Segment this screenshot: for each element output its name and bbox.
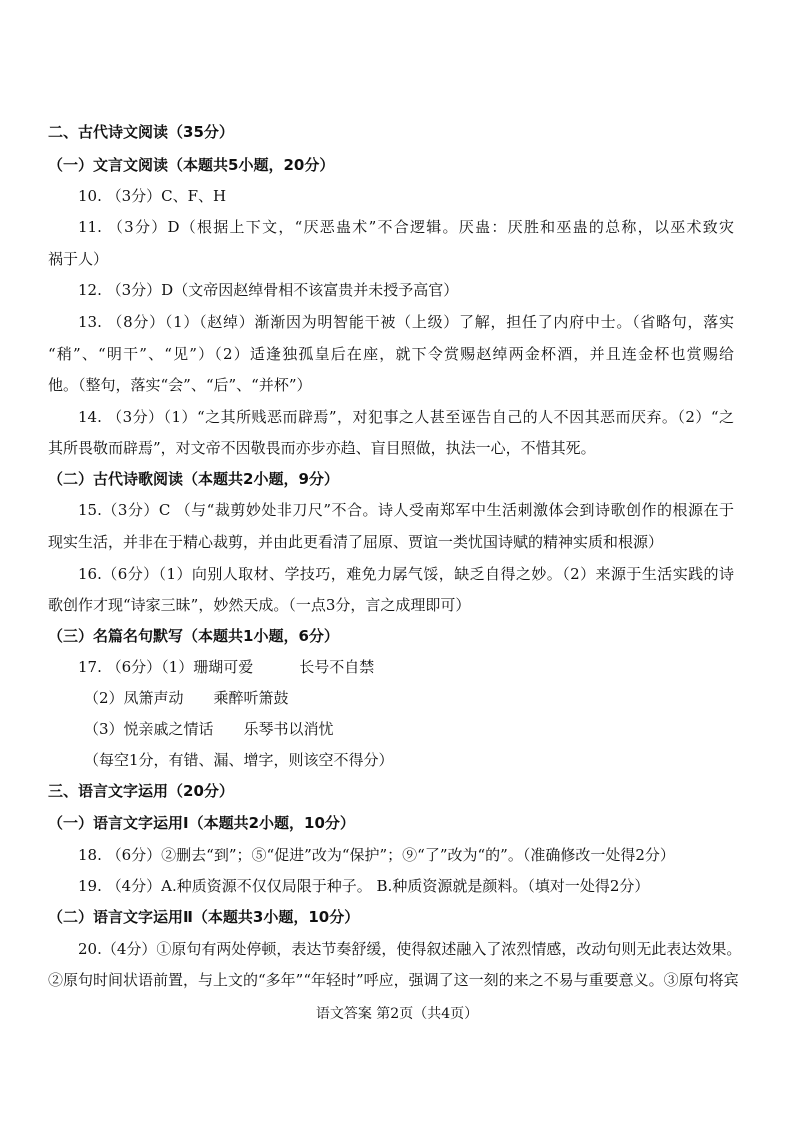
answer-q10: 10. （3分）C、F、H [78, 187, 227, 205]
answer-q16-line2: 歌创作才现“诗家三昧”，妙然天成。（一点3分，言之成理即可） [48, 596, 471, 614]
answer-q17-blank5: （3）悦亲戚之情话 [84, 720, 214, 738]
subsection-heading-classical-prose: （一）文言文阅读（本题共5小题，20分） [48, 156, 335, 174]
subsection-heading-language-use-1: （一）语言文字运用Ⅰ（本题共2小题，10分） [48, 814, 355, 832]
section-heading-language-use: 三、语言文字运用（20分） [48, 782, 234, 800]
answer-q15-line1: 15.（3分）C （与“裁剪妙处非刀尺”不合。诗人受南郑军中生活刺激体会到诗歌创作的根源在于 [78, 501, 734, 519]
answer-q17-blank6: 乐琴书以消忧 [243, 720, 334, 738]
answer-q13-line1: 13. （8分）（1）（赵绰）渐渐因为明智能干被（上级）了解，担任了内府中士。（省略句，落实 [78, 313, 734, 331]
answer-q12: 12. （3分）D（文帝因赵绰骨相不该富贵并未授予高官） [78, 281, 459, 299]
answer-q17-blank2: 长号不自禁 [299, 658, 375, 676]
subsection-heading-language-use-2: （二）语言文字运用Ⅱ（本题共3小题，10分） [48, 908, 360, 926]
answer-q17-blank4: 乘醉听箫鼓 [213, 689, 289, 707]
answer-q17-blank3: （2）凤箫声动 [84, 689, 184, 707]
section-heading-ancient-poetry: 二、古代诗文阅读（35分） [48, 123, 234, 141]
answer-q16-line1: 16.（6分）（1）向别人取材、学技巧，难免力孱气馁，缺乏自得之妙。（2）来源于生活实践的诗 [78, 565, 734, 583]
answer-q14-line2: 其所畏敬而辟焉”，对文帝不因敬畏而亦步亦趋、盲目照做，执法一心，不惜其死。 [48, 439, 596, 457]
answer-q13-line2: “稍”、“明干”、“见”）（2）适逢独孤皇后在座，就下令赏赐赵绰两金杯酒，并且连金杯也赏赐给 [48, 345, 734, 363]
page-footer: 语文答案 第2页（共4页） [315, 1006, 479, 1022]
answer-q17-blank1: 17. （6分）（1）珊瑚可爱 [78, 658, 254, 676]
answer-q20-line2: ②原句时间状语前置，与上文的“多年”“年轻时”呼应，强调了这一刻的来之不易与重要意义。③原句将宾 [48, 971, 739, 989]
answer-q19: 19. （4分）A.种质资源不仅仅局限于种子。 B.种质资源就是颜料。（填对一处得2分） [78, 877, 650, 895]
answer-q11-line1: 11. （3分）D（根据上下文，“厌恶蛊术”不合逻辑。厌蛊：厌胜和巫蛊的总称，以巫术致灾 [78, 218, 734, 236]
answer-q20-line1: 20.（4分）①原句有两处停顿，表达节奏舒缓，使得叙述融入了浓烈情感，改动句则无此表达效果。 [78, 940, 742, 958]
answer-q14-line1: 14. （3分）（1）“之其所贱恶而辟焉”，对犯事之人甚至诬告自己的人不因其恶而厌弃。（2）“之 [78, 408, 734, 426]
answer-q15-line2: 现实生活，并非在于精心裁剪，并由此更看清了屈原、贾谊一类忧国诗赋的精神实质和根源） [48, 533, 664, 551]
answer-q17-line3 [84, 719, 784, 739]
answer-q11-line2: 祸于人） [48, 250, 109, 268]
answer-q17-line2 [84, 688, 784, 708]
answer-q17-line1 [78, 657, 778, 677]
answer-q13-line3: 他。（整句，落实“会”、“后”、“并杯”） [48, 376, 312, 394]
subsection-heading-famous-lines: （三）名篇名句默写（本题共1小题，6分） [48, 627, 339, 645]
subsection-heading-ancient-poems: （二）古代诗歌阅读（本题共2小题，9分） [48, 470, 339, 488]
answer-q18: 18. （6分）②删去“到”；⑤“促进”改为“保护”；⑨“了”改为“的”。（准确修改一处得2分） [78, 846, 675, 864]
answer-q17-note: （每空1分，有错、漏、增字，则该空不得分） [84, 751, 394, 769]
